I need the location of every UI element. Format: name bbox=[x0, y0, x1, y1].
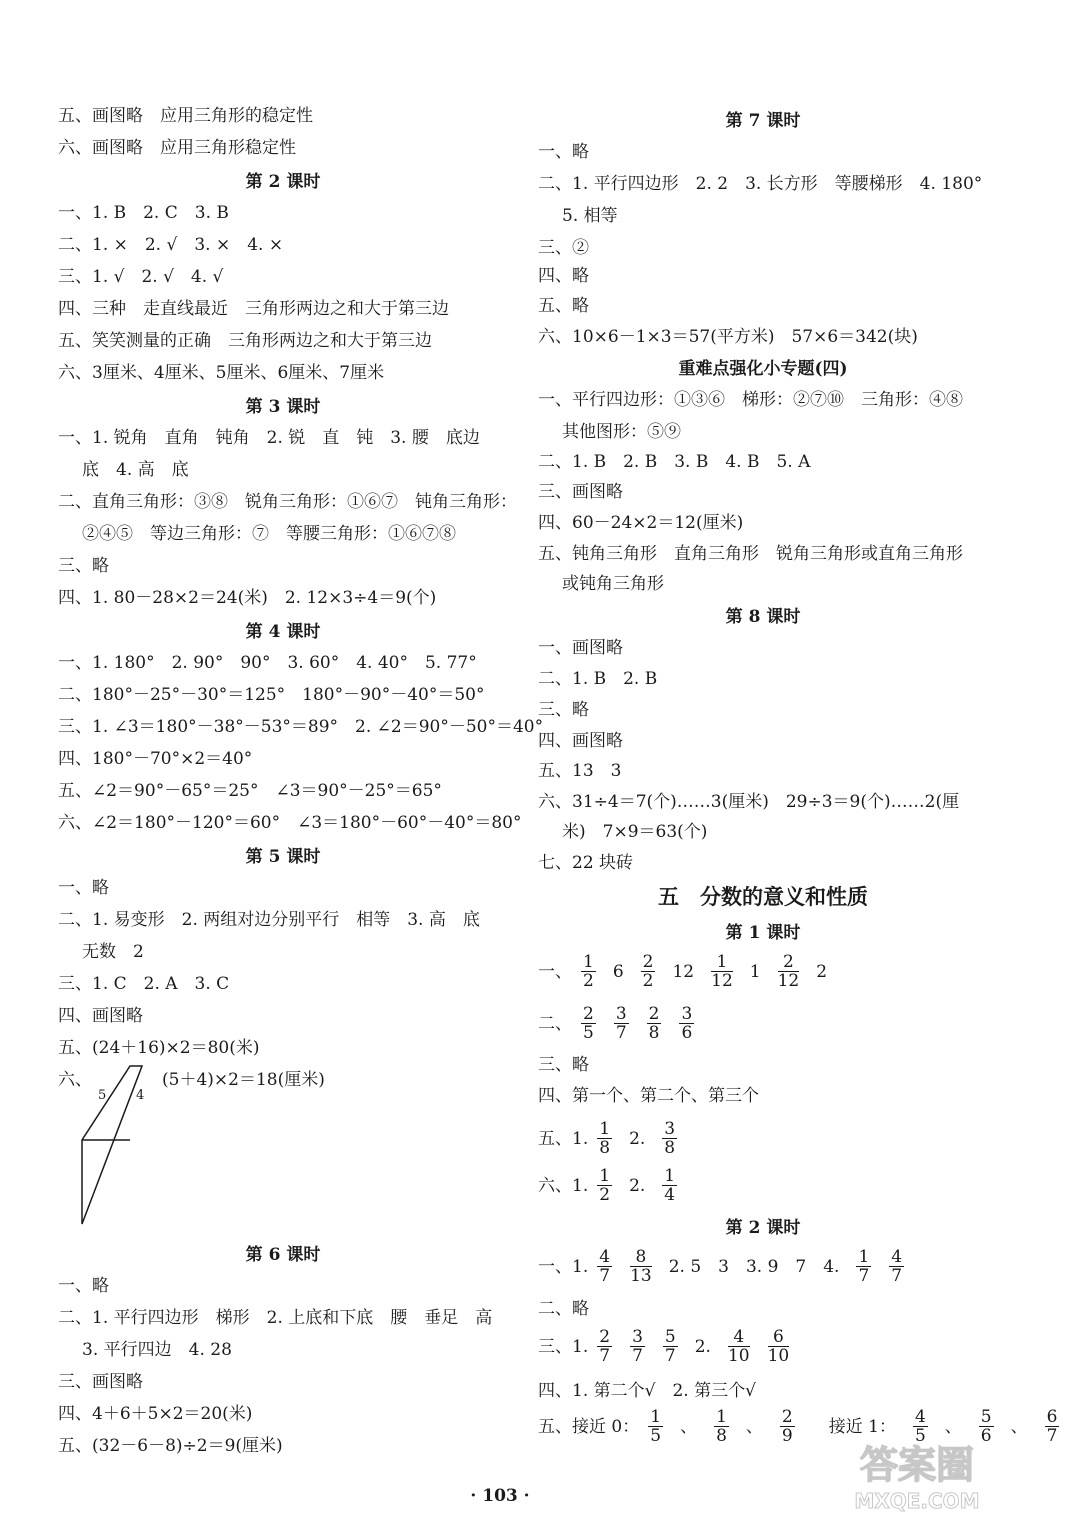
fraction-denominator: 8 bbox=[664, 1138, 676, 1158]
fraction bbox=[768, 1328, 790, 1365]
right-heading: 第 8 课时 bbox=[725, 607, 801, 627]
right-answer-line: 四、略 bbox=[538, 266, 589, 286]
right-answer-line: 二、1. B 2. B 3. B 4. B 5. A bbox=[538, 452, 811, 472]
answer-label: 五、接近 0： bbox=[538, 1416, 640, 1437]
fraction-answer-line bbox=[538, 1248, 913, 1285]
answer-text: 6 bbox=[612, 961, 624, 982]
fraction-numerator: 4 bbox=[891, 1247, 903, 1267]
fraction-denominator: 2 bbox=[642, 971, 654, 991]
fraction-denominator: 10 bbox=[727, 1346, 750, 1366]
fraction bbox=[780, 1408, 795, 1445]
fraction bbox=[597, 1120, 612, 1157]
fraction bbox=[648, 1408, 663, 1445]
left-answer-line: 三、略 bbox=[58, 556, 109, 576]
fraction bbox=[1045, 1408, 1060, 1445]
left-answer-line: 无数 2 bbox=[82, 942, 144, 962]
right-answer-line: 六、10×6－1×3＝57(平方米) 57×6＝342(块) bbox=[538, 327, 918, 347]
left-answer-line: 四、三种 走直线最近 三角形两边之和大于第三边 bbox=[58, 299, 449, 319]
fraction-answer-line bbox=[538, 1120, 686, 1157]
answer-text: 1 bbox=[749, 961, 761, 982]
left-answer-line: 五、∠2＝90°－65°＝25° ∠3＝90°－25°＝65° bbox=[58, 781, 442, 801]
fraction-numerator: 6 bbox=[768, 1328, 790, 1347]
answer-text: 2. bbox=[629, 1175, 646, 1196]
left-answer-line: 六、∠2＝180°－120°＝60° ∠3＝180°－60°－40°＝80° bbox=[58, 813, 522, 833]
right-heading: 第 2 课时 bbox=[725, 1218, 801, 1238]
left-answer-line: 五、画图略 应用三角形的稳定性 bbox=[58, 106, 313, 126]
left-answer-line: 二、1. 平行四边形 梯形 2. 上底和下底 腰 垂足 高 bbox=[58, 1308, 493, 1328]
right-heading: 第 1 课时 bbox=[725, 923, 801, 943]
left-answer-line: 一、1. 180° 2. 90° 90° 3. 60° 4. 40° 5. 77° bbox=[58, 653, 477, 673]
left-answer-line: 五、(32－6－8)÷2＝9(厘米) bbox=[58, 1436, 283, 1456]
right-answer-line: 米) 7×9＝63(个) bbox=[562, 822, 708, 842]
fraction-denominator: 7 bbox=[599, 1266, 611, 1286]
fraction-numerator: 2 bbox=[781, 1407, 793, 1427]
answer-text: 2. bbox=[694, 1336, 711, 1357]
right-answer-line: 其他图形：⑤⑨ bbox=[562, 422, 681, 442]
fraction-denominator: 7 bbox=[1046, 1426, 1058, 1446]
answer-text: 、 bbox=[745, 1416, 763, 1437]
fraction-denominator: 12 bbox=[777, 971, 800, 991]
fraction bbox=[778, 953, 800, 990]
left-answer-line: 二、1. × 2. √ 3. × 4. × bbox=[58, 235, 284, 255]
left-heading: 第 5 课时 bbox=[245, 847, 321, 867]
svg-text:MXQE.COM: MXQE.COM bbox=[854, 1489, 980, 1513]
left-answer-line: 二、180°－25°－30°＝125° 180°－90°－40°＝50° bbox=[58, 685, 485, 705]
fraction-denominator: 4 bbox=[664, 1185, 676, 1205]
answer-label: 六、1. bbox=[538, 1175, 589, 1196]
right-answer-line: 四、画图略 bbox=[538, 731, 623, 751]
fraction-numerator: 2 bbox=[778, 953, 800, 972]
left-answer-line: 三、1. ∠3＝180°－38°－53°＝89° 2. ∠2＝90°－50°＝40° bbox=[58, 717, 544, 737]
fraction-numerator: 5 bbox=[664, 1327, 676, 1347]
fraction-denominator: 7 bbox=[615, 1023, 627, 1043]
left-answer-line: 四、180°－70°×2＝40° bbox=[58, 749, 253, 769]
watermark-logo bbox=[842, 1428, 992, 1518]
right-answer-line: 二、略 bbox=[538, 1299, 589, 1319]
fraction-answer-line bbox=[538, 953, 835, 990]
right-answer-line: 一、平行四边形：①③⑥ 梯形：②⑦⑩ 三角形：④⑧ bbox=[538, 390, 963, 410]
fraction-answer-line bbox=[538, 1167, 686, 1204]
fraction bbox=[614, 1005, 629, 1042]
fraction-numerator: 4 bbox=[599, 1247, 611, 1267]
fraction-denominator: 2 bbox=[583, 971, 594, 991]
left-heading: 第 2 课时 bbox=[245, 172, 321, 192]
fraction-numerator: 1 bbox=[664, 1166, 676, 1186]
fraction-numerator: 2 bbox=[648, 1004, 660, 1024]
fraction-numerator: 3 bbox=[632, 1327, 643, 1347]
fraction-answer-line bbox=[538, 1380, 756, 1402]
left-answer-line: 四、1. 80－28×2＝24(米) 2. 12×3÷4＝9(个) bbox=[58, 588, 437, 608]
answer-label: 二、 bbox=[538, 1013, 572, 1034]
right-heading: 五 分数的意义和性质 bbox=[658, 884, 868, 909]
left-answer-line: 四、4＋6＋5×2＝20(米) bbox=[58, 1404, 253, 1424]
fraction-numerator: 6 bbox=[1046, 1407, 1058, 1427]
right-answer-line: 四、第一个、第二个、第三个 bbox=[538, 1086, 759, 1106]
fraction-denominator: 5 bbox=[914, 1426, 926, 1446]
fraction bbox=[711, 953, 733, 990]
page-number: · 103 · bbox=[470, 1486, 530, 1506]
left-answer-line: 一、略 bbox=[58, 1276, 109, 1296]
answer-label: 三、1. bbox=[538, 1336, 589, 1357]
fraction-denominator: 5 bbox=[650, 1426, 662, 1446]
fraction-numerator: 5 bbox=[980, 1407, 992, 1427]
left-answer-line: 三、1. √ 2. √ 4. √ bbox=[58, 267, 224, 287]
left-answer-line: 六、3厘米、4厘米、5厘米、6厘米、7厘米 bbox=[58, 363, 385, 383]
fraction bbox=[663, 1328, 678, 1365]
fraction-denominator: 7 bbox=[664, 1346, 676, 1366]
right-answer-line: 七、22 块砖 bbox=[538, 853, 634, 873]
right-answer-line: 5. 相等 bbox=[562, 206, 618, 226]
fraction-numerator: 1 bbox=[583, 952, 594, 972]
right-answer-line: 六、31÷4＝7(个)……3(厘米) 29÷3＝9(个)……2(厘 bbox=[538, 792, 960, 812]
right-answer-line: 三、略 bbox=[538, 700, 589, 720]
fraction bbox=[889, 1248, 904, 1285]
svg-text:答案圈: 答案圈 bbox=[859, 1443, 975, 1487]
left-answer-line: 五、笑笑测量的正确 三角形两边之和大于第三边 bbox=[58, 331, 432, 351]
answer-text: 2. 5 3 3. 9 7 4. bbox=[668, 1256, 840, 1277]
fraction-numerator: 1 bbox=[716, 1407, 727, 1427]
fraction-numerator: 2 bbox=[583, 1004, 594, 1024]
left-heading: 第 3 课时 bbox=[245, 397, 321, 417]
fraction-denominator: 7 bbox=[599, 1346, 611, 1366]
fraction-numerator: 8 bbox=[630, 1248, 652, 1267]
right-heading: 重难点强化小专题(四) bbox=[678, 359, 848, 379]
fraction-denominator: 8 bbox=[716, 1426, 727, 1446]
right-answer-line: 五、13 3 bbox=[538, 761, 622, 781]
left-answer-line: 3. 平行四边 4. 28 bbox=[82, 1340, 232, 1360]
fraction-denominator: 9 bbox=[781, 1426, 793, 1446]
answer-text: 2. bbox=[629, 1128, 646, 1149]
right-answer-line: 一、略 bbox=[538, 142, 589, 162]
fraction bbox=[714, 1408, 729, 1445]
fraction bbox=[597, 1248, 612, 1285]
left-answer-line: 二、直角三角形：③⑧ 锐角三角形：①⑥⑦ 钝角三角形： bbox=[58, 492, 517, 512]
answer-text: 2 bbox=[816, 961, 828, 982]
fraction-numerator: 4 bbox=[914, 1407, 926, 1427]
right-answer-line: 五、略 bbox=[538, 296, 589, 316]
fraction-denominator: 8 bbox=[648, 1023, 660, 1043]
fraction-denominator: 6 bbox=[980, 1426, 992, 1446]
diagram-label-5: 5 bbox=[98, 1088, 107, 1103]
right-answer-line: 或钝角三角形 bbox=[562, 574, 664, 594]
fraction bbox=[630, 1248, 652, 1285]
left-answer-line: 一、略 bbox=[58, 878, 109, 898]
fraction-numerator: 2 bbox=[599, 1327, 611, 1347]
fraction bbox=[597, 1167, 612, 1204]
answer-label: 五、1. bbox=[538, 1128, 589, 1149]
left-answer-line: ②④⑤ 等边三角形：⑦ 等腰三角形：①⑥⑦⑧ bbox=[82, 524, 456, 544]
answer-text: 12 bbox=[672, 961, 695, 982]
fraction-denominator: 13 bbox=[630, 1266, 652, 1286]
answer-text: 、 bbox=[944, 1416, 962, 1437]
fraction bbox=[728, 1328, 750, 1365]
fraction-denominator: 2 bbox=[599, 1185, 611, 1205]
fraction-numerator: 3 bbox=[664, 1119, 676, 1139]
answer-label: 一、1. bbox=[538, 1256, 589, 1277]
left-answer-line: 五、(24＋16)×2＝80(米) bbox=[58, 1038, 260, 1058]
answer-text: 、 bbox=[680, 1416, 698, 1437]
fraction-denominator: 10 bbox=[767, 1346, 790, 1366]
right-answer-line: 三、画图略 bbox=[538, 482, 623, 502]
left-answer-line: 六、 bbox=[58, 1070, 92, 1090]
fraction-numerator: 1 bbox=[858, 1247, 870, 1267]
fraction bbox=[581, 1005, 596, 1042]
right-answer-line: 二、1. B 2. B bbox=[538, 669, 658, 689]
fraction-numerator: 3 bbox=[615, 1004, 627, 1024]
left-answer-line: 三、画图略 bbox=[58, 1372, 143, 1392]
left-answer-line: 一、1. B 2. C 3. B bbox=[58, 203, 229, 223]
right-answer-line: 三、略 bbox=[538, 1055, 589, 1075]
left-heading: 第 6 课时 bbox=[245, 1245, 321, 1265]
fraction-numerator: 4 bbox=[728, 1328, 750, 1347]
fraction bbox=[597, 1328, 612, 1365]
fraction-numerator: 1 bbox=[711, 953, 733, 972]
answer-label: 一、 bbox=[538, 961, 572, 982]
fraction bbox=[581, 953, 596, 990]
fraction-numerator: 2 bbox=[642, 952, 654, 972]
left-answer-line: 二、1. 易变形 2. 两组对边分别平行 相等 3. 高 底 bbox=[58, 910, 480, 930]
answer-text: 、 bbox=[1010, 1416, 1028, 1437]
left-heading: 第 4 课时 bbox=[245, 622, 321, 642]
fraction bbox=[662, 1167, 677, 1204]
fraction-denominator: 7 bbox=[632, 1346, 643, 1366]
answer-text: 接近 1： bbox=[811, 1416, 896, 1437]
fraction-numerator: 1 bbox=[599, 1166, 611, 1186]
right-answer-line: 五、钝角三角形 直角三角形 锐角三角形或直角三角形 bbox=[538, 544, 963, 564]
left-answer-line: 六、画图略 应用三角形稳定性 bbox=[58, 138, 296, 158]
fraction-numerator: 1 bbox=[599, 1119, 611, 1139]
left-answer-line: (5＋4)×2＝18(厘米) bbox=[162, 1070, 325, 1090]
fraction-denominator: 12 bbox=[711, 971, 733, 991]
right-answer-line: 四、60－24×2＝12(厘米) bbox=[538, 513, 744, 533]
fraction-denominator: 8 bbox=[599, 1138, 611, 1158]
fraction bbox=[662, 1120, 677, 1157]
right-answer-line: 二、1. 平行四边形 2. 2 3. 长方形 等腰梯形 4. 180° bbox=[538, 174, 983, 194]
fraction bbox=[630, 1328, 645, 1365]
fraction-denominator: 7 bbox=[891, 1266, 903, 1286]
parallelogram-diagram bbox=[68, 1060, 148, 1230]
right-answer-line: 一、画图略 bbox=[538, 638, 623, 658]
fraction-answer-line bbox=[538, 1005, 703, 1042]
right-answer-line: 三、② bbox=[538, 238, 589, 258]
fraction bbox=[641, 953, 656, 990]
fraction-numerator: 1 bbox=[650, 1407, 662, 1427]
fraction bbox=[647, 1005, 662, 1042]
fraction-answer-line bbox=[538, 1328, 798, 1365]
fraction-denominator: 7 bbox=[858, 1266, 870, 1286]
answer-label: 四、1. 第二个√ 2. 第三个√ bbox=[538, 1381, 756, 1401]
fraction-numerator: 3 bbox=[681, 1004, 693, 1024]
right-heading: 第 7 课时 bbox=[725, 111, 801, 131]
fraction bbox=[679, 1005, 694, 1042]
left-answer-line: 底 4. 高 底 bbox=[82, 460, 189, 480]
left-answer-line: 四、画图略 bbox=[58, 1006, 143, 1026]
fraction bbox=[856, 1248, 871, 1285]
diagram-label-4: 4 bbox=[136, 1088, 145, 1103]
fraction-denominator: 6 bbox=[681, 1023, 693, 1043]
left-answer-line: 一、1. 锐角 直角 钝角 2. 锐 直 钝 3. 腰 底边 bbox=[58, 428, 480, 448]
left-answer-line: 三、1. C 2. A 3. C bbox=[58, 974, 230, 994]
fraction-denominator: 5 bbox=[583, 1023, 594, 1043]
